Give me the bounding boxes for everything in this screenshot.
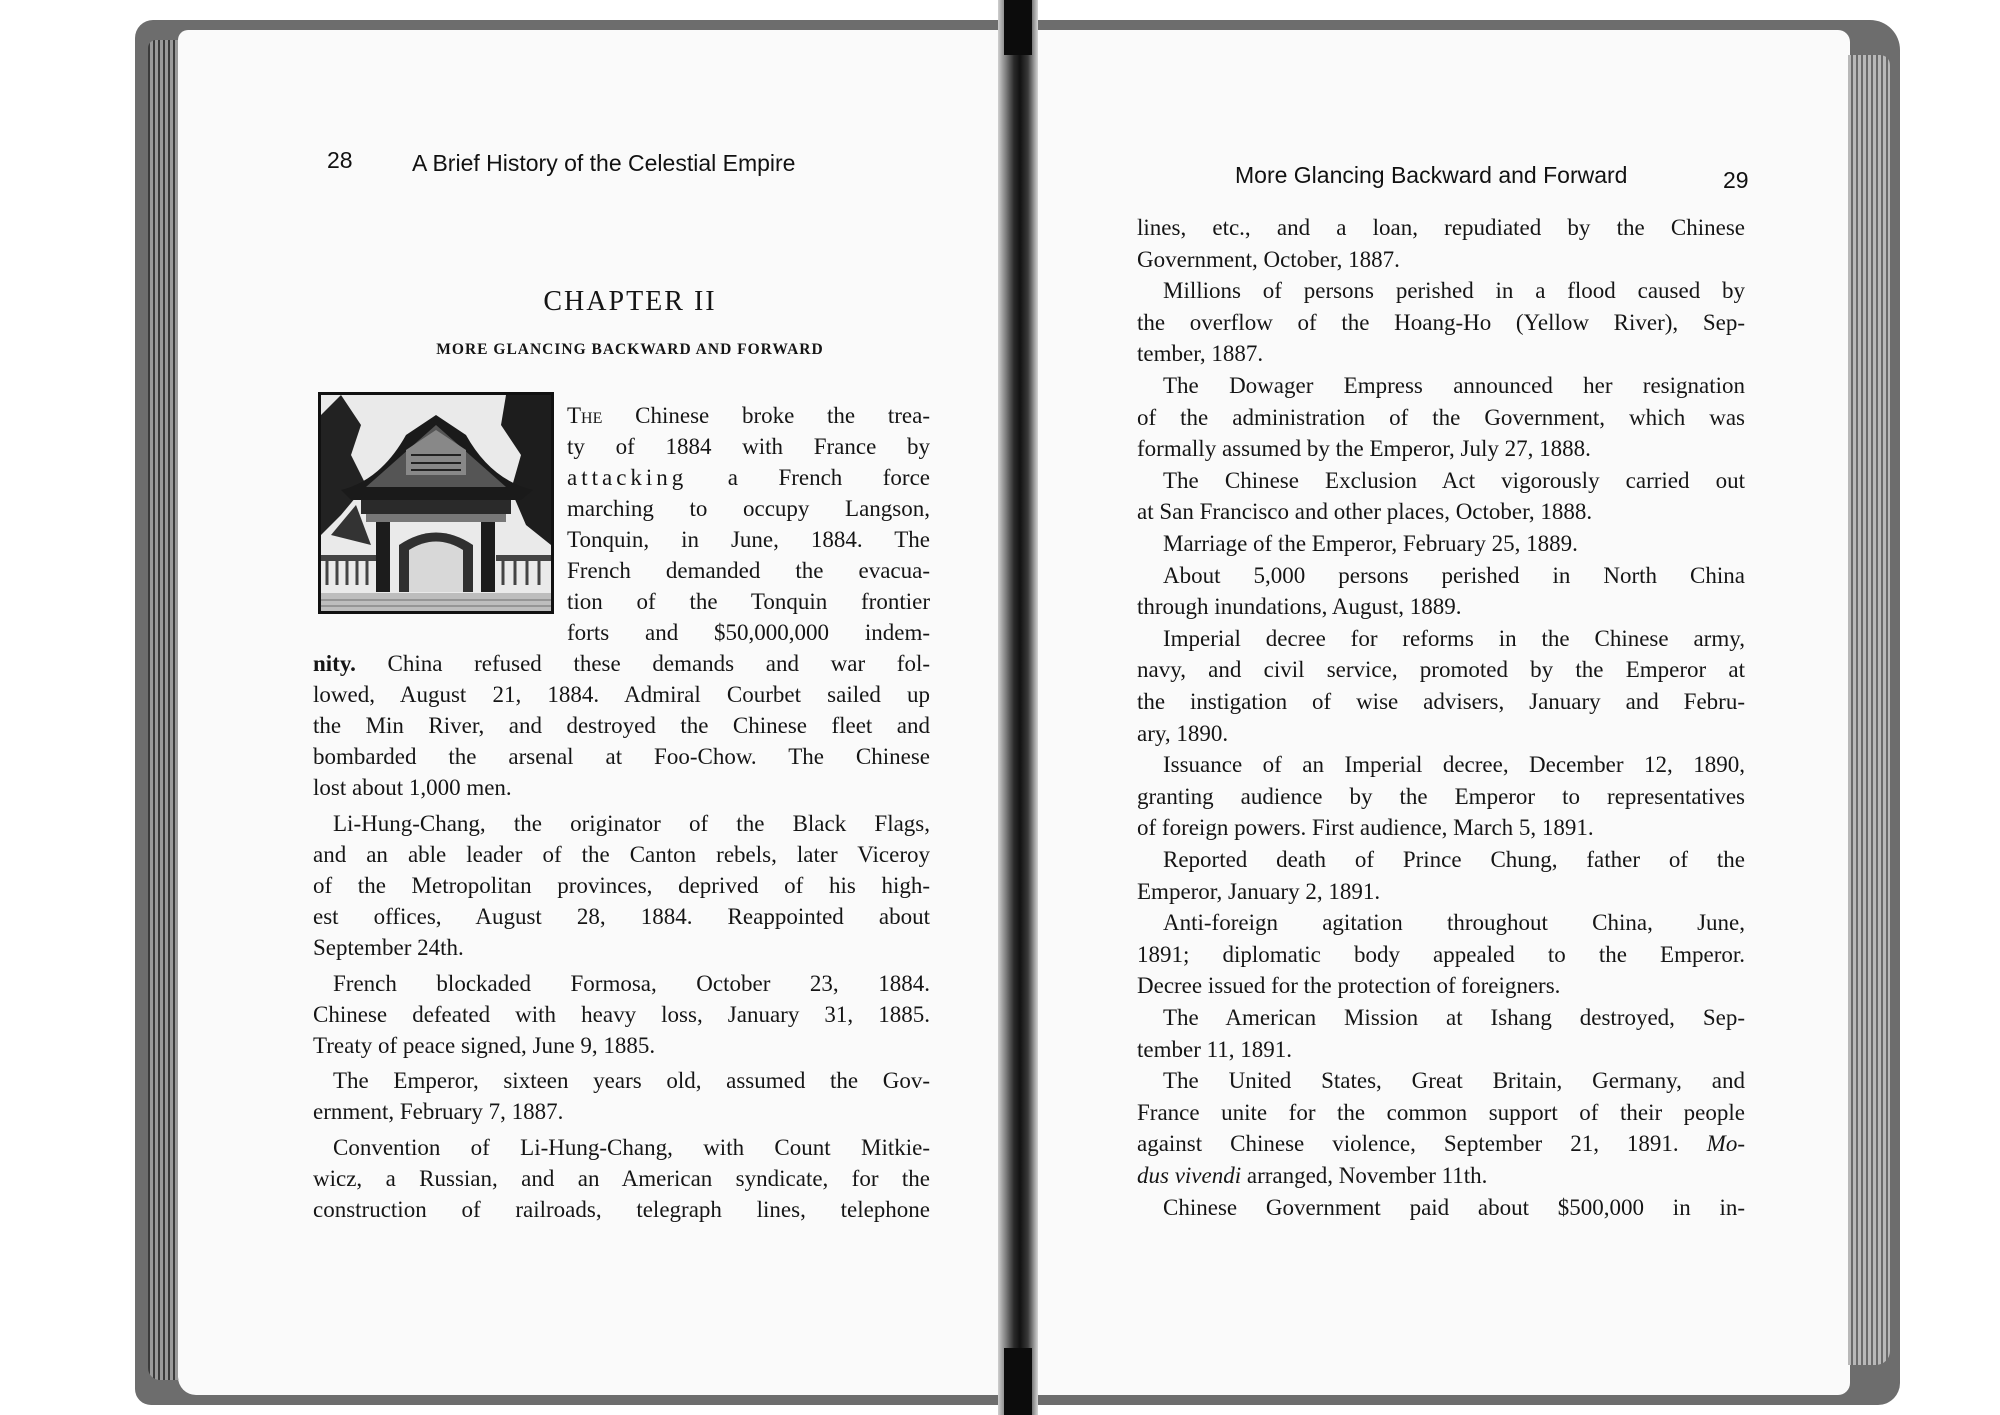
p3-line-2: Chinese defeated with heavy loss, January 31, 1885. <box>313 1002 930 1027</box>
opening-line-2: ty of 1884 with France by <box>567 434 930 459</box>
opening-line-9-text: China refused these demands and war fol- <box>387 651 930 676</box>
p3-line-1: French blockaded Formosa, October 23, 1884. <box>333 971 930 996</box>
right-line-30-text: against Chinese violence, September 21, 1891. <box>1137 1131 1679 1156</box>
p2-line-5: September 24th. <box>313 935 464 960</box>
p5-line-1: Convention of Li-Hung-Chang, with Count Mitkie- <box>333 1135 930 1160</box>
book-gutter <box>998 0 1038 1415</box>
opening-line-4: marching to occupy Langson, <box>567 496 930 521</box>
running-head-left: A Brief History of the Celestial Empire <box>412 150 796 176</box>
opening-line-5: Tonquin, in June, 1884. The <box>567 527 930 552</box>
opening-line-3 <box>567 466 930 489</box>
right-line-3: Millions of persons perished in a flood caused by <box>1163 278 1745 303</box>
right-line-6: The Dowager Empress announced her resignation <box>1163 373 1745 398</box>
right-line-15: navy, and civil service, promoted by the Emperor at <box>1137 657 1745 682</box>
right-line-10: at San Francisco and other places, October, 1888. <box>1137 499 1593 524</box>
p5-line-2: wicz, a Russian, and an American syndicate, for the <box>313 1166 930 1191</box>
spine-shadow-top <box>1004 0 1032 55</box>
opening-line-3-text: a French force <box>727 465 931 490</box>
right-line-31-text: arranged, November 11th. <box>1246 1163 1488 1188</box>
right-line-7: of the administration of the Government, which was <box>1137 405 1745 430</box>
right-line-19: granting audience by the Emperor to representatives <box>1137 784 1745 809</box>
opening-line-10: lowed, August 21, 1884. Admiral Courbet sailed up <box>313 682 930 707</box>
p2-line-3: of the Metropolitan provinces, deprived of his high- <box>313 873 930 898</box>
right-line-21: Reported death of Prince Chung, father of the <box>1163 847 1745 872</box>
right-line-13: through inundations, August, 1889. <box>1137 594 1462 619</box>
chapter-subtitle: MORE GLANCING BACKWARD AND FORWARD <box>436 341 824 358</box>
modus-italic-start: Mo- <box>1706 1131 1745 1156</box>
right-line-26: The American Mission at Ishang destroyed, Sep- <box>1163 1005 1745 1030</box>
left-page-edges <box>148 40 180 1380</box>
right-line-17: ary, 1890. <box>1137 721 1229 746</box>
p2-line-1: Li-Hung-Chang, the originator of the Black Flags, <box>333 811 930 836</box>
p2-line-2: and an able leader of the Canton rebels, later Viceroy <box>313 842 930 867</box>
opening-line-9 <box>313 652 930 675</box>
opening-line-11: the Min River, and destroyed the Chinese fleet and <box>313 713 930 738</box>
right-line-8: formally assumed by the Emperor, July 27, 1888. <box>1137 436 1591 461</box>
temple-gate-engraving <box>318 392 554 614</box>
right-line-4: the overflow of the Hoang-Ho (Yellow River), Sep- <box>1137 310 1745 335</box>
p2-line-4: est offices, August 28, 1884. Reappointed about <box>313 904 930 929</box>
right-line-20: of foreign powers. First audience, March 5, 1891. <box>1137 815 1594 840</box>
p4-line-2: ernment, February 7, 1887. <box>313 1099 564 1124</box>
right-line-31 <box>1137 1164 1745 1187</box>
opening-line-8: forts and $50,000,000 indem- <box>567 620 930 645</box>
right-line-23: Anti-foreign agitation throughout China, June, <box>1163 910 1745 935</box>
opening-drop-word: The <box>567 403 603 428</box>
right-line-1: lines, etc., and a loan, repudiated by the Chinese <box>1137 215 1745 240</box>
right-line-12: About 5,000 persons perished in North China <box>1163 563 1745 588</box>
opening-line-12: bombarded the arsenal at Foo-Chow. The Chinese <box>313 744 930 769</box>
right-line-30 <box>1137 1132 1745 1155</box>
opening-line-13: lost about 1,000 men. <box>313 775 512 800</box>
page-number-left: 28 <box>327 147 353 173</box>
right-line-5: tember, 1887. <box>1137 341 1264 366</box>
p3-line-3: Treaty of peace signed, June 9, 1885. <box>313 1033 656 1058</box>
right-line-32: Chinese Government paid about $500,000 in in- <box>1163 1195 1745 1220</box>
p5-line-3: construction of railroads, telegraph lines, telephone <box>313 1197 930 1222</box>
right-line-22: Emperor, January 2, 1891. <box>1137 879 1381 904</box>
right-line-2: Government, October, 1887. <box>1137 247 1400 272</box>
right-line-24: 1891; diplomatic body appealed to the Emperor. <box>1137 942 1745 967</box>
right-page-edges <box>1848 55 1890 1365</box>
opening-line-6: French demanded the evacua- <box>567 558 930 583</box>
right-line-11: Marriage of the Emperor, February 25, 1889. <box>1163 531 1578 556</box>
running-head-right: More Glancing Backward and Forward <box>1235 162 1628 188</box>
page-number-right: 29 <box>1723 167 1749 193</box>
opening-line-3-spaced: attacking <box>567 465 688 490</box>
right-line-27: tember 11, 1891. <box>1137 1037 1293 1062</box>
right-line-18: Issuance of an Imperial decree, December 12, 1890, <box>1163 752 1745 777</box>
chapter-title: CHAPTER II <box>543 286 717 317</box>
right-line-9: The Chinese Exclusion Act vigorously carried out <box>1163 468 1745 493</box>
right-line-14: Imperial decree for reforms in the Chinese army, <box>1163 626 1745 651</box>
spine-shadow-bottom <box>1004 1348 1032 1415</box>
opening-line-7: tion of the Tonquin frontier <box>567 589 930 614</box>
opening-line-9-bold: nity. <box>313 651 356 676</box>
modus-italic-end: dus vivendi <box>1137 1163 1242 1188</box>
p4-line-1: The Emperor, sixteen years old, assumed the Gov- <box>333 1068 930 1093</box>
opening-line-1-text: Chinese broke the trea- <box>635 403 930 428</box>
right-line-16: the instigation of wise advisers, January and Febru- <box>1137 689 1745 714</box>
right-line-28: The United States, Great Britain, Germany, and <box>1163 1068 1745 1093</box>
right-line-29: France unite for the common support of their people <box>1137 1100 1745 1125</box>
right-line-25: Decree issued for the protection of foreigners. <box>1137 973 1561 998</box>
temple-gate-illustration <box>321 395 551 611</box>
opening-line-1 <box>567 404 930 427</box>
